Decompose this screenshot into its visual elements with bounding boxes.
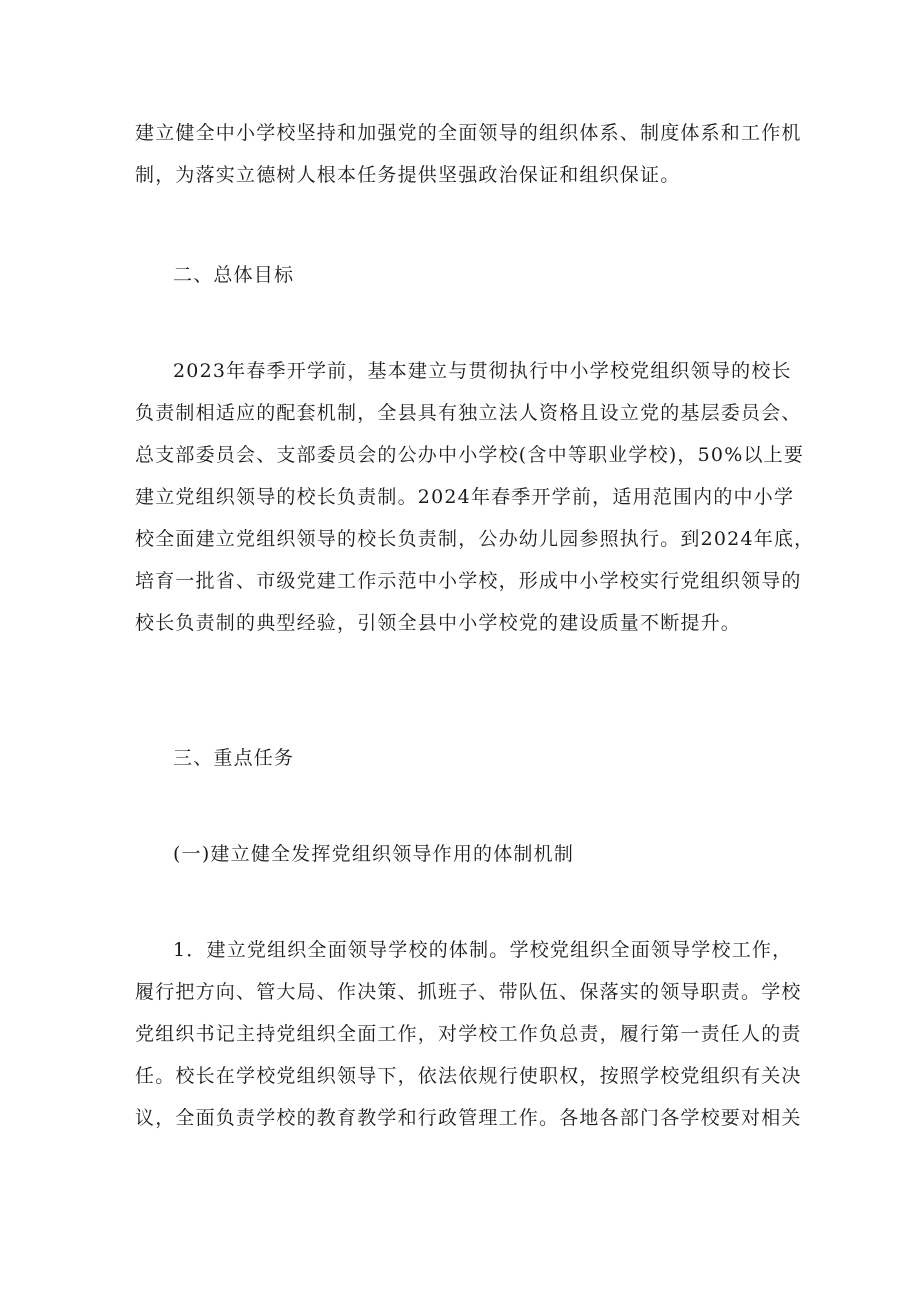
text-line: 校全面建立党组织领导的校长负责制，公办幼儿园参照执行。到2024年底， bbox=[135, 528, 815, 550]
text-line: 培育一批省、市级党建工作示范中小学校，形成中小学校实行党组织领导的 bbox=[135, 570, 802, 592]
paragraph-intro bbox=[135, 112, 802, 196]
text-line: 建立党组织领导的校长负责制。2024年春季开学前，适用范围内的中小学 bbox=[135, 486, 795, 508]
section-heading-key-tasks: 三、重点任务 bbox=[173, 747, 295, 769]
subsection-heading-1: (一)建立健全发挥党组织领导作用的体制机制 bbox=[173, 843, 575, 865]
text-line: 制，为落实立德树人根本任务提供坚强政治保证和组织保证。 bbox=[135, 164, 681, 186]
section-heading-overall-goals: 二、总体目标 bbox=[173, 264, 295, 286]
text-line: 负责制相适应的配套机制，全县具有独立法人资格且设立党的基层委员会、 bbox=[135, 402, 802, 424]
text-line: 议，全面负责学校的教育教学和行政管理工作。各地各部门各学校要对相关 bbox=[135, 1107, 802, 1129]
text-line: 1．建立党组织全面领导学校的体制。学校党组织全面领导学校工作， bbox=[173, 939, 793, 961]
text-line: 履行把方向、管大局、作决策、抓班子、带队伍、保落实的领导职责。学校 bbox=[135, 981, 802, 1003]
text-line: 总支部委员会、支部委员会的公办中小学校(含中等职业学校)，50%以上要 bbox=[135, 444, 805, 466]
text-line: 党组织书记主持党组织全面工作，对学校工作负总责，履行第一责任人的责 bbox=[135, 1023, 802, 1045]
text-line: 建立健全中小学校坚持和加强党的全面领导的组织体系、制度体系和工作机 bbox=[135, 122, 802, 144]
text-line: 任。校长在学校党组织领导下，依法依规行使职权，按照学校党组织有关决 bbox=[135, 1065, 802, 1087]
paragraph-task-1 bbox=[135, 929, 802, 1139]
paragraph-goals bbox=[135, 350, 815, 644]
text-line: 2023年春季开学前，基本建立与贯彻执行中小学校党组织领导的校长 bbox=[173, 360, 792, 382]
text-line: 校长负责制的典型经验，引领全县中小学校党的建设质量不断提升。 bbox=[135, 612, 742, 634]
